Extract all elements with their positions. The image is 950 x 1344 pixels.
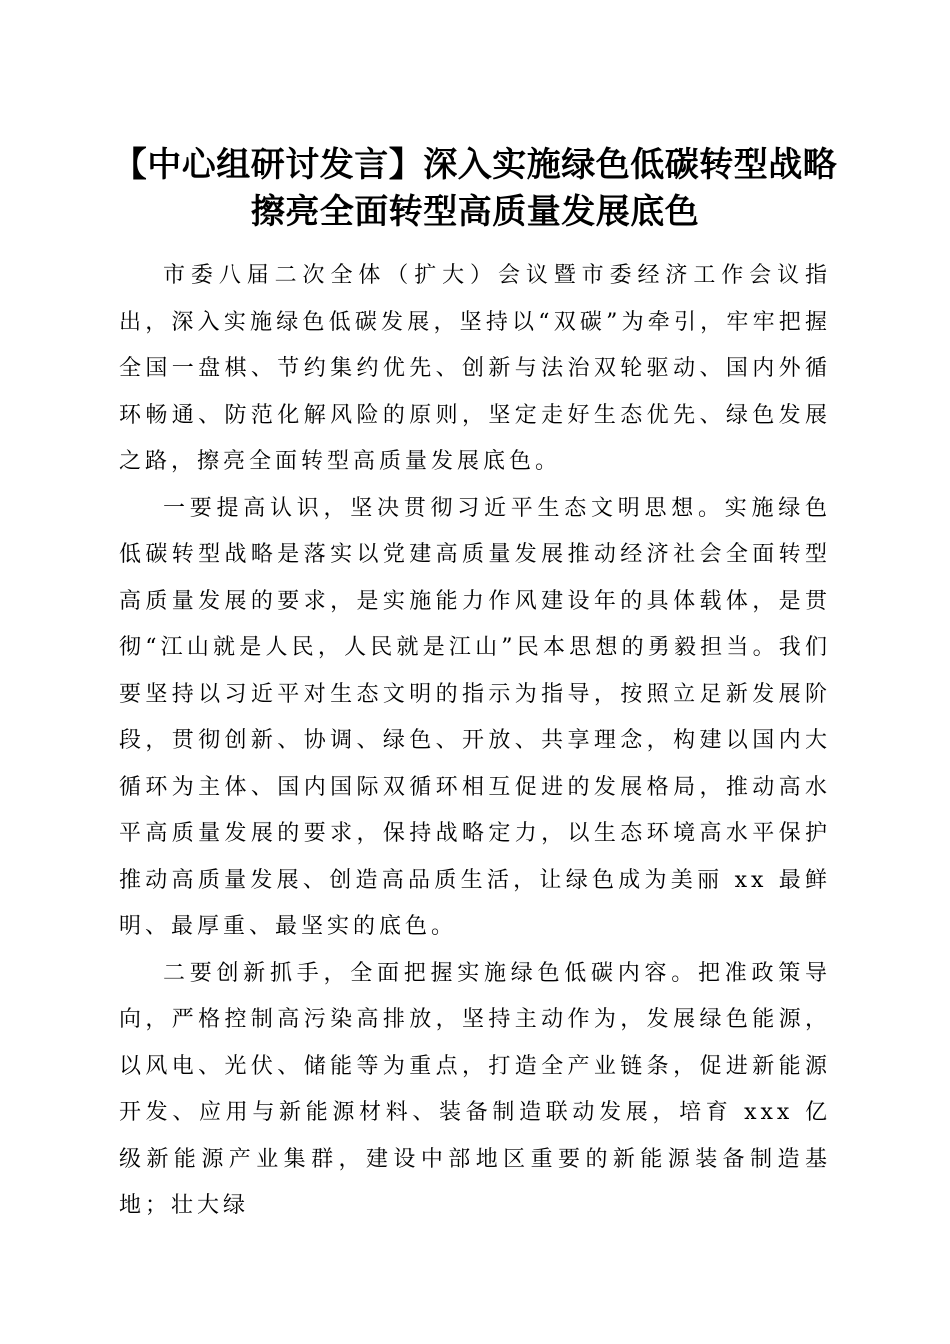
paragraph-point-two: 二要创新抓手，全面把握实施绿色低碳内容。把准政策导向，严格控制高污染高排放，坚持主动作为，发展绿色能源，以风电、光伏、储能等为重点，打造全产业链条，促进新能源开发、应用与新能源材料、装备制造联动发展，培育 xxx 亿级新能源产业集群，建设中部地区重要的新能源装备制造基地；壮大绿 xyxy=(119,960,831,1218)
document-body xyxy=(119,253,831,1230)
document-title: 【中心组研讨发言】深入实施绿色低碳转型战略擦亮全面转型高质量发展底色 xyxy=(112,145,838,232)
paragraph-point-one: 一要提高认识，坚决贯彻习近平生态文明思想。实施绿色低碳转型战略是落实以党建高质量发展推动经济社会全面转型高质量发展的要求，是实施能力作风建设年的具体载体，是贯彻“江山就是人民，人民就是江山”民本思想的勇毅担当。我们要坚持以习近平对生态文明的指示为指导，按照立足新发展阶段，贯彻创新、协调、绿色、开放、共享理念，构建以国内大循环为主体、国内国际双循环相互促进的发展格局，推动高水平高质量发展的要求，保持战略定力，以生态环境高水平保护推动高质量发展、创造高品质生活，让绿色成为美丽 xx 最鲜明、最厚重、最坚实的底色。 xyxy=(119,495,831,939)
paragraph-intro: 市委八届二次全体（扩大）会议暨市委经济工作会议指出，深入实施绿色低碳发展，坚持以“双碳”为牵引，牢牢把握全国一盘棋、节约集约优先、创新与法治双轮驱动、国内外循环畅通、防范化解风险的原则，坚定走好生态优先、绿色发展之路，擦亮全面转型高质量发展底色。 xyxy=(119,263,831,474)
